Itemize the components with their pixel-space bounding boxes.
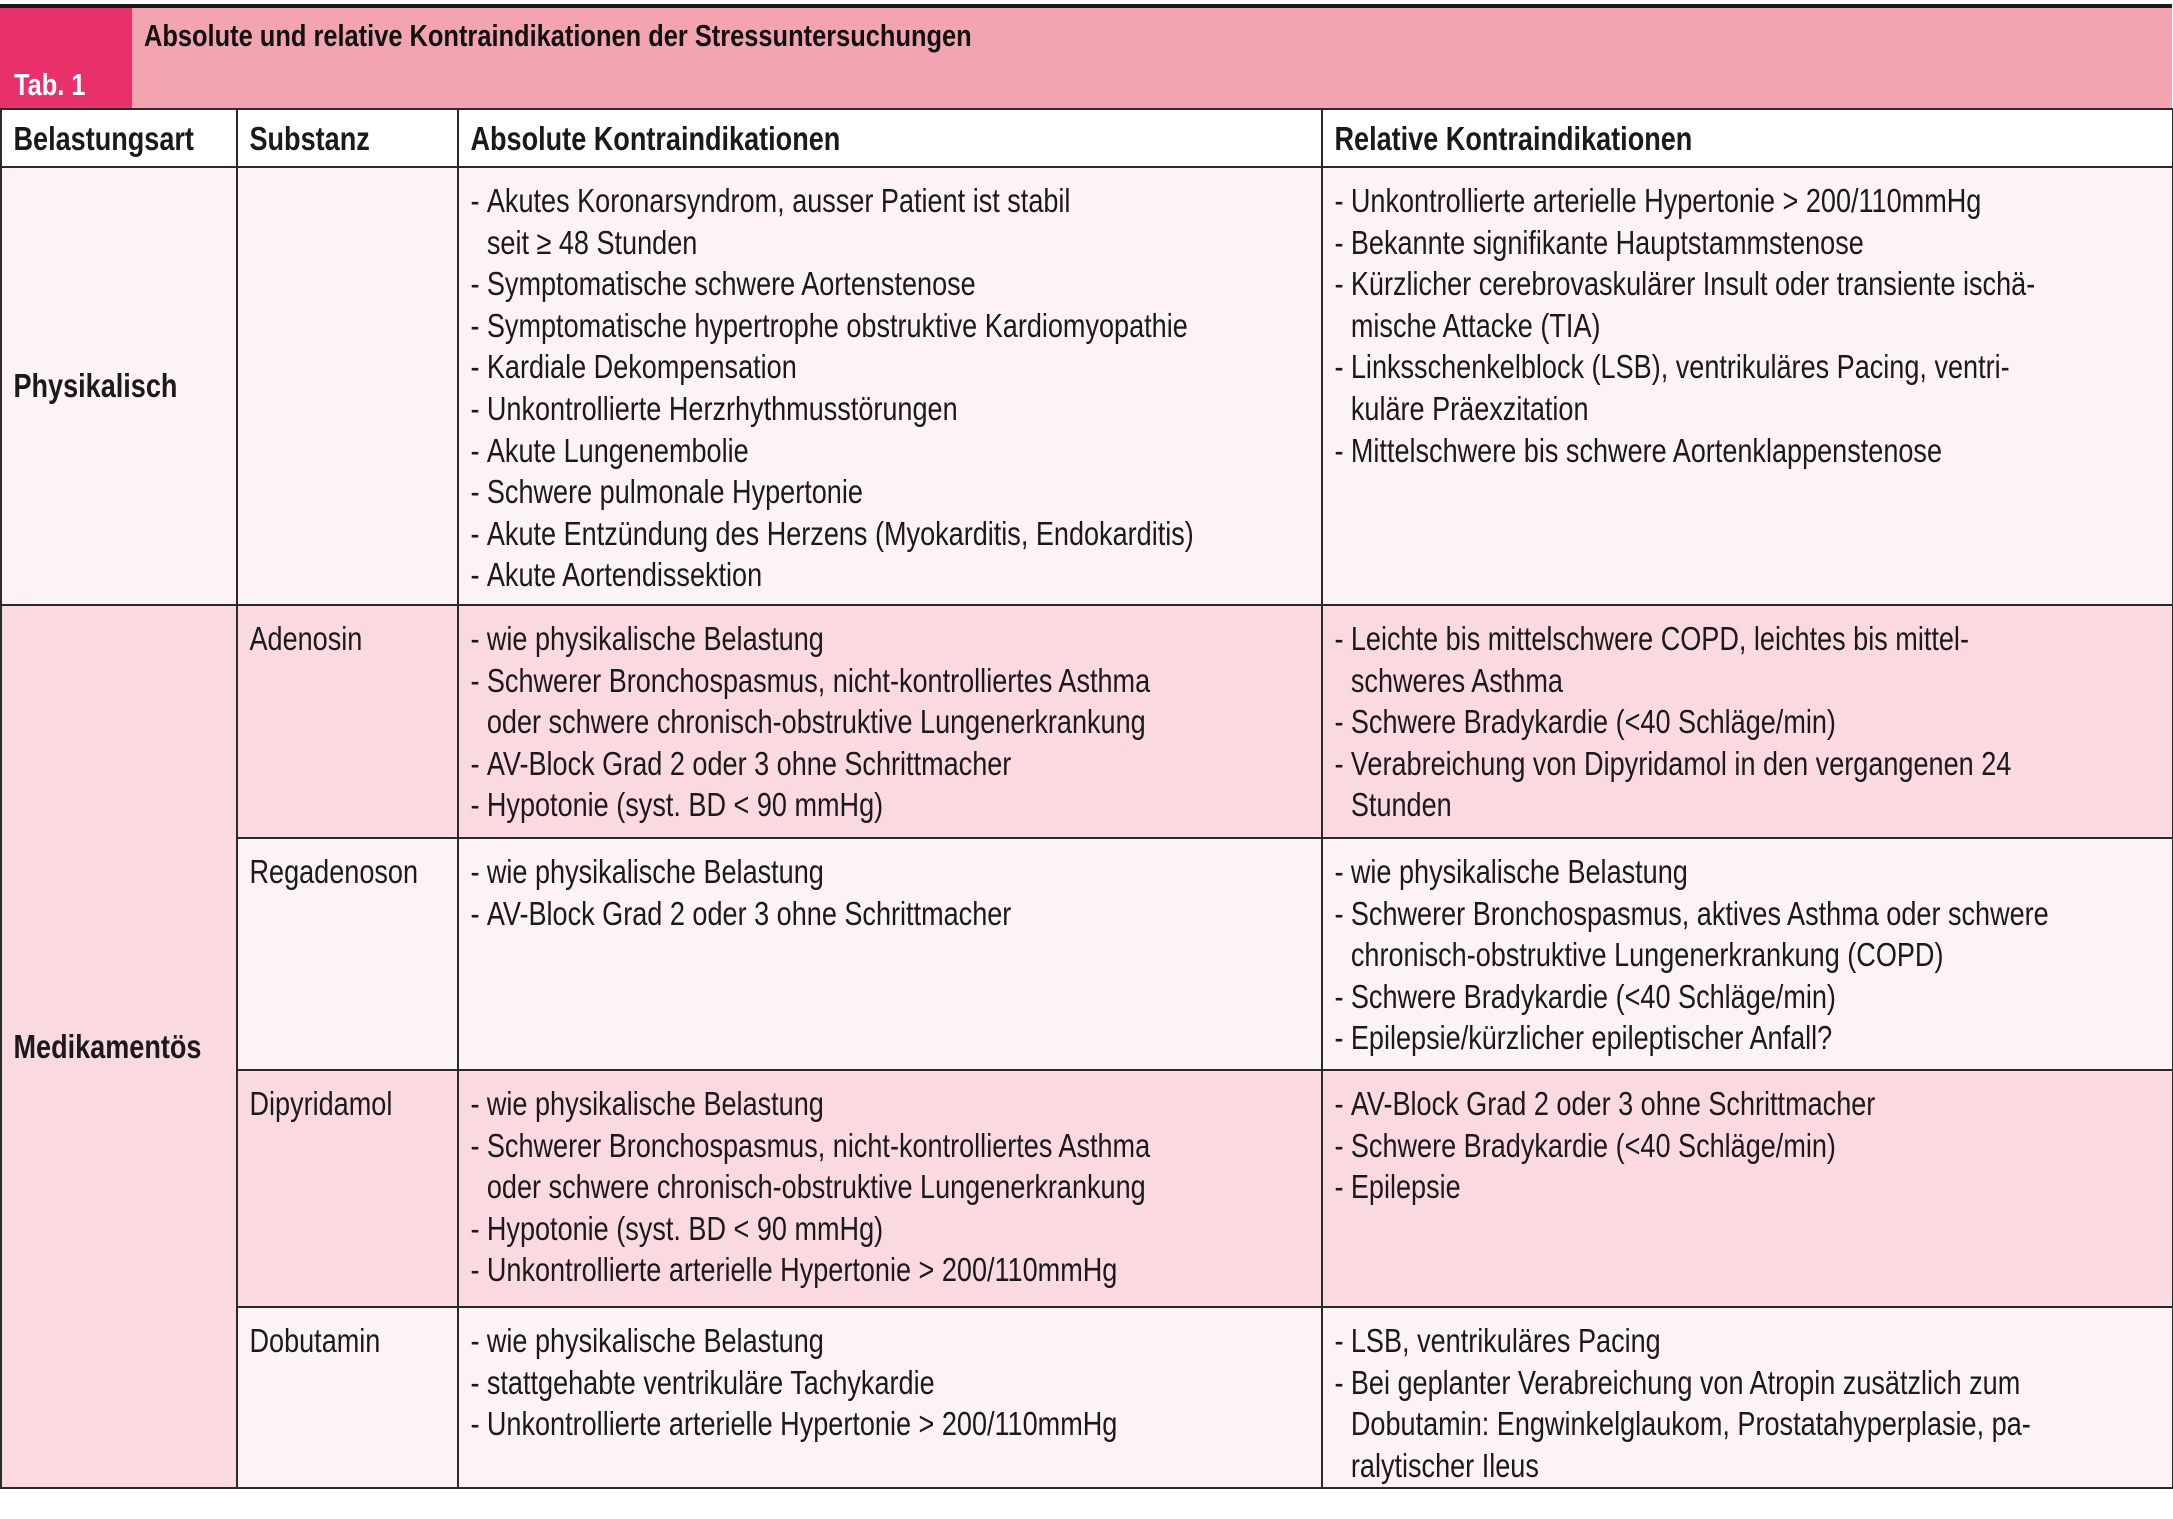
bullet-dash: - — [1334, 1363, 1344, 1401]
item-line: AV-Block Grad 2 oder 3 ohne Schrittmacher — [486, 894, 1012, 932]
header-absolute: Absolute Kontraindikationen — [458, 109, 1322, 167]
item-line: Akutes Koronarsyndrom, ausser Patient ist stabil — [486, 182, 1071, 219]
item-line: Kürzlicher cerebrovaskulärer Insult oder transiente ischä- — [1350, 265, 2036, 303]
substance-cell — [237, 1307, 458, 1488]
category-label: Physikalisch — [13, 367, 178, 405]
list-item — [470, 1208, 1165, 1250]
list-item — [470, 784, 1165, 826]
list-item — [1334, 180, 2019, 222]
list-item — [1334, 1362, 2031, 1487]
item-line: schweres Asthma — [1350, 661, 1563, 699]
item-line: Hypotonie (syst. BD < 90 mmHg) — [486, 1209, 884, 1247]
item-line: kuläre Präexzitation — [1350, 389, 1589, 427]
substance-label: Dipyridamol — [249, 1085, 393, 1122]
item-line: Schwerer Bronchospasmus, aktives Asthma oder schwere — [1350, 894, 2049, 932]
bullet-dash: - — [1334, 182, 1344, 219]
table-row — [1, 1070, 2173, 1307]
bullet-dash: - — [470, 1405, 480, 1443]
relative-list — [1334, 180, 2036, 471]
relative-content — [1323, 606, 2019, 826]
item-line: Kardiale Dekompensation — [486, 348, 797, 386]
item-line: Stunden — [1350, 786, 1452, 824]
list-item — [470, 305, 1188, 347]
bullet-dash: - — [1334, 265, 1344, 303]
item-line: mische Attacke (TIA) — [1350, 306, 1601, 344]
absolute-content — [459, 1308, 1166, 1445]
list-item — [470, 893, 1165, 935]
substance-cell — [237, 838, 458, 1070]
bullet-dash: - — [470, 473, 480, 511]
bullet-dash: - — [1334, 853, 1344, 890]
absolute-content — [459, 839, 1166, 934]
bullet-dash: - — [470, 556, 480, 594]
bullet-dash: - — [470, 1363, 480, 1401]
bullet-dash: - — [470, 744, 480, 782]
table-row — [1, 167, 2173, 605]
relative-contraindications-cell — [1322, 605, 2173, 838]
bullet-dash: - — [470, 620, 480, 657]
relative-contraindications-cell — [1322, 1070, 2173, 1307]
list-item — [470, 554, 1165, 596]
bullet-dash: - — [470, 389, 480, 427]
table-body — [1, 167, 2173, 1488]
relative-list — [1334, 618, 2019, 826]
list-item — [1334, 851, 2019, 893]
table-row — [1, 1307, 2173, 1488]
list-item — [470, 346, 1165, 388]
relative-contraindications-cell — [1322, 838, 2173, 1070]
bullet-dash: - — [470, 514, 480, 552]
bullet-dash: - — [1334, 703, 1344, 741]
list-item — [1334, 701, 2019, 743]
bullet-dash: - — [470, 1085, 480, 1122]
item-line: oder schwere chronisch-obstruktive Lungenerkrankung — [486, 1168, 1146, 1206]
absolute-contraindications-cell — [458, 1307, 1322, 1488]
list-item — [470, 263, 1165, 305]
header-row — [1, 109, 2173, 167]
category-cell — [1, 605, 237, 1488]
item-line: wie physikalische Belastung — [486, 620, 824, 657]
bullet-dash: - — [1334, 1322, 1344, 1359]
item-line: Schwerer Bronchospasmus, nicht-kontrolliertes Asthma — [486, 1126, 1151, 1164]
absolute-content — [459, 1071, 1166, 1291]
list-item — [1334, 893, 2049, 976]
item-line: wie physikalische Belastung — [486, 853, 824, 890]
list-item — [1334, 1320, 2019, 1362]
bullet-dash: - — [1334, 620, 1344, 657]
item-line: Epilepsie — [1350, 1168, 1461, 1206]
item-line: oder schwere chronisch-obstruktive Lungenerkrankung — [486, 703, 1146, 741]
bullet-dash: - — [470, 265, 480, 303]
item-line: Unkontrollierte arterielle Hypertonie > 200/110mmHg — [486, 1405, 1118, 1443]
absolute-contraindications-cell — [458, 1070, 1322, 1307]
absolute-contraindications-cell — [458, 605, 1322, 838]
bullet-dash: - — [1334, 1019, 1344, 1057]
list-item — [1334, 743, 2019, 826]
relative-list — [1334, 1320, 2031, 1486]
table-row — [1, 838, 2173, 1070]
item-line: Dobutamin: Engwinkelglaukom, Prostatahyperplasie, pa- — [1350, 1405, 2031, 1443]
item-line: wie physikalische Belastung — [486, 1085, 824, 1122]
bullet-dash: - — [1334, 1168, 1344, 1206]
list-item — [470, 1362, 1165, 1404]
relative-list — [1334, 851, 2049, 1059]
relative-content — [1323, 1071, 2019, 1208]
absolute-content — [459, 606, 1166, 826]
bullet-dash: - — [1334, 223, 1344, 261]
item-line: wie physikalische Belastung — [486, 1322, 824, 1359]
item-line: seit ≥ 48 Stunden — [486, 223, 698, 261]
bullet-dash: - — [1334, 744, 1344, 782]
item-line: ralytischer Ileus — [1350, 1446, 1539, 1484]
item-line: Schwerer Bronchospasmus, nicht-kontrolliertes Asthma — [486, 661, 1151, 699]
relative-contraindications-cell — [1322, 167, 2173, 605]
substance-cell — [237, 605, 458, 838]
relative-list — [1334, 1083, 2019, 1208]
absolute-contraindications-cell — [458, 838, 1322, 1070]
list-item — [1334, 976, 2019, 1018]
list-item — [470, 471, 1165, 513]
list-item — [470, 1125, 1165, 1208]
table-title: Absolute und relative Kontraindikationen der Stressuntersuchungen — [144, 18, 972, 53]
absolute-list — [470, 618, 1165, 826]
list-item — [470, 513, 1194, 555]
item-line: Verabreichung von Dipyridamol in den vergangenen 24 — [1350, 744, 2012, 782]
list-item — [470, 430, 1165, 472]
substance-label: Adenosin — [249, 620, 363, 657]
list-item — [1334, 1083, 2019, 1125]
table-row — [1, 605, 2173, 838]
item-line: Unkontrollierte Herzrhythmusstörungen — [486, 389, 958, 427]
list-item — [470, 660, 1165, 743]
list-item — [470, 618, 1165, 660]
bullet-dash: - — [470, 853, 480, 890]
list-item — [470, 1083, 1165, 1125]
absolute-list — [470, 851, 1165, 934]
item-line: Akute Aortendissektion — [486, 556, 763, 594]
list-item — [1334, 1125, 2019, 1167]
item-line: stattgehabte ventrikuläre Tachykardie — [486, 1363, 935, 1401]
list-item — [1334, 1166, 2019, 1208]
relative-contraindications-cell — [1322, 1307, 2173, 1488]
substance-cell — [237, 1070, 458, 1307]
absolute-list — [470, 180, 1194, 596]
bullet-dash: - — [470, 786, 480, 824]
item-line: Leichte bis mittelschwere COPD, leichtes bis mittel- — [1350, 620, 1969, 657]
relative-content — [1323, 839, 2049, 1059]
bullet-dash: - — [470, 182, 480, 219]
substance-label: Regadenoson — [249, 853, 419, 890]
item-line: Unkontrollierte arterielle Hypertonie > 200/110mmHg — [1350, 182, 1982, 219]
item-line: AV-Block Grad 2 oder 3 ohne Schrittmacher — [1350, 1085, 1876, 1122]
item-line: chronisch-obstruktive Lungenerkrankung (COPD) — [1350, 936, 1944, 974]
bullet-dash: - — [1334, 348, 1344, 386]
item-line: Symptomatische schwere Aortenstenose — [486, 265, 976, 303]
item-line: Linksschenkelblock (LSB), ventrikuläres Pacing, ventri- — [1350, 348, 2010, 386]
item-line: LSB, ventrikuläres Pacing — [1350, 1322, 1661, 1359]
bullet-dash: - — [470, 661, 480, 699]
list-item — [1334, 222, 2019, 264]
absolute-list — [470, 1083, 1165, 1291]
bullet-dash: - — [470, 1322, 480, 1359]
item-line: Bei geplanter Verabreichung von Atropin zusätzlich zum — [1350, 1363, 2021, 1401]
list-item — [470, 1320, 1165, 1362]
list-item — [470, 743, 1165, 785]
list-item — [1334, 263, 2036, 346]
bullet-dash: - — [1334, 1085, 1344, 1122]
item-line: Schwere pulmonale Hypertonie — [486, 473, 863, 511]
absolute-contraindications-cell — [458, 167, 1322, 605]
bullet-dash: - — [470, 348, 480, 386]
item-line: Akute Lungenembolie — [486, 431, 749, 469]
category-cell — [1, 167, 237, 605]
bullet-dash: - — [1334, 977, 1344, 1015]
table-number-badge — [0, 8, 132, 109]
header-belastungsart: Belastungsart — [1, 109, 237, 167]
list-item — [470, 1249, 1165, 1291]
substance-cell — [237, 167, 458, 605]
substance-label: Dobutamin — [249, 1322, 381, 1359]
bullet-dash: - — [470, 894, 480, 932]
relative-content — [1323, 1308, 2031, 1486]
item-line: Akute Entzündung des Herzens (Myokarditis, Endokarditis) — [486, 514, 1194, 552]
list-item — [470, 388, 1165, 430]
relative-content — [1323, 168, 2036, 471]
absolute-list — [470, 1320, 1165, 1445]
item-line: wie physikalische Belastung — [1350, 853, 1688, 890]
item-line: Symptomatische hypertrophe obstruktive Kardiomyopathie — [486, 306, 1188, 344]
item-line: Mittelschwere bis schwere Aortenklappenstenose — [1350, 431, 1943, 469]
list-item — [470, 180, 1165, 263]
table-number-label: Tab. 1 — [14, 67, 86, 102]
bullet-dash: - — [470, 1251, 480, 1289]
bullet-dash: - — [470, 1126, 480, 1164]
list-item — [1334, 618, 2019, 701]
list-item — [1334, 430, 2019, 472]
list-item — [1334, 346, 2019, 429]
contraindications-table — [0, 108, 2173, 1489]
bullet-dash: - — [470, 306, 480, 344]
substance-label — [238, 168, 418, 180]
item-line: Schwere Bradykardie (<40 Schläge/min) — [1350, 977, 1836, 1015]
bullet-dash: - — [470, 431, 480, 469]
category-label: Medikamentös — [13, 1027, 202, 1065]
item-line: AV-Block Grad 2 oder 3 ohne Schrittmacher — [486, 744, 1012, 782]
bullet-dash: - — [1334, 431, 1344, 469]
bullet-dash: - — [1334, 894, 1344, 932]
absolute-content — [459, 168, 1194, 596]
header-substanz: Substanz — [237, 109, 458, 167]
item-line: Epilepsie/kürzlicher epileptischer Anfall? — [1350, 1019, 1833, 1057]
item-line: Schwere Bradykardie (<40 Schläge/min) — [1350, 703, 1836, 741]
item-line: Schwere Bradykardie (<40 Schläge/min) — [1350, 1126, 1836, 1164]
item-line: Bekannte signifikante Hauptstammstenose — [1350, 223, 1864, 261]
item-line: Unkontrollierte arterielle Hypertonie > 200/110mmHg — [486, 1251, 1118, 1289]
bullet-dash: - — [1334, 1126, 1344, 1164]
list-item — [470, 851, 1165, 893]
list-item — [470, 1403, 1165, 1445]
header-relative: Relative Kontraindikationen — [1322, 109, 2173, 167]
bullet-dash: - — [470, 1209, 480, 1247]
list-item — [1334, 1017, 2019, 1059]
item-line: Hypotonie (syst. BD < 90 mmHg) — [486, 786, 884, 824]
